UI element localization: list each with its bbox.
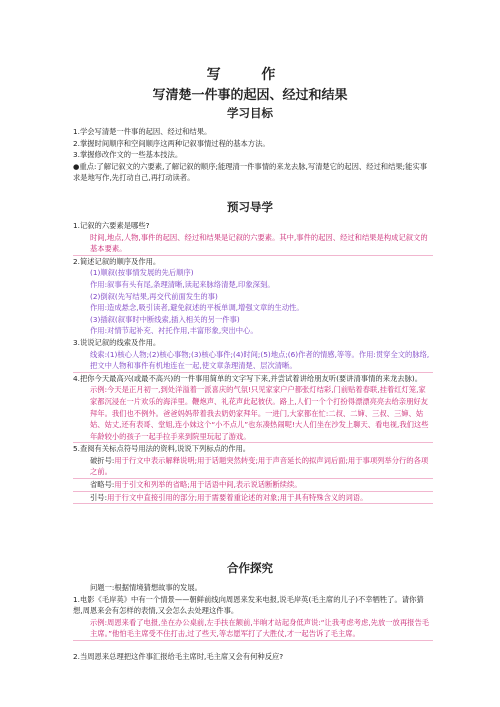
answer-1: 时间,地点,人物,事件的起因、经过和结果是记叙的六要素。其中,事件的起因、经过和结果是构成记叙文的基本要素。: [73, 232, 433, 256]
answer-2-line: (2)倒叙(先写结果,再交代前面发生的事): [90, 291, 218, 301]
goal-item: 1.学会写清楚一件事的起因、经过和结果。: [73, 127, 212, 136]
answer-2-line: 作用:对情节起补充、衬托作用,丰富形象,突出中心。: [90, 326, 258, 336]
subject-heading: 写 作: [206, 67, 294, 83]
answer-3: 线索:(1)核心人物;(2)核心事物;(3)核心事件;(4)时间;(5)地点;(6)作者的情感,等等。作用:贯穿全文的脉络,把文中人物和事件有机地连在一起,使文章条理清楚、层次清晰。: [73, 349, 433, 373]
preview-content: [73, 220, 433, 504]
question-1: 1.记叙的六要素是哪些?: [73, 221, 150, 230]
question-3: 3.说说记叙的线索及作用。: [73, 337, 161, 347]
question-2: 2.简述记叙的顺序及作用。: [73, 256, 161, 266]
goal-item: 3.掌握修改作文的一些基本技法。: [73, 150, 183, 160]
explore-question-2: 2.当周恩来总理把这件事汇报给毛主席时,毛主席又会有何种反应?: [73, 651, 284, 661]
explore-content: [73, 582, 433, 663]
explore-answer-1: 示例:周恩来看了电报,坐在办公桌前,左手扶在额前,半晌才站起身低声说:“让我考虑考虑,先放一放再报告毛主席。”他怕毛主席受不住打击,过了些天,等志愿军打了大胜仗,才一起告诉了毛主席。: [73, 617, 433, 641]
lesson-title: 写清楚一件事的起因、经过和结果: [152, 88, 348, 103]
quote-usage: 用于行文中直接引用的部分;用于需要着重论述的对象;用于具有特殊含义的词语。: [107, 492, 368, 502]
answer-2-line: 作用:叙事有头有尾,条理清晰,读起来脉络清楚,印象深刻。: [90, 279, 275, 289]
dash-usage: 用于行文中表示解释说明;用于话题突然转变;用于声音延长的拟声词后面;用于事项列举分行的各项之前。: [90, 455, 429, 477]
goals-list: [73, 126, 433, 184]
explore-question-1: 1.电影《毛岸英》中有一个情景——朝鲜前线向周恩来发来电报,说毛岸英(毛主席的儿子)不幸牺牲了。请你猜想,周恩来会有怎样的表情,又会怎么去处理这件事。: [73, 594, 424, 616]
question-5: 5.查阅有关标点符号用法的资料,说说下列标点的作用。: [73, 444, 251, 454]
problem-one: 问题一:根据情境猜想故事的发展。: [90, 583, 202, 592]
explore-heading: 合作探究: [227, 561, 273, 575]
answer-2-line: 作用:造成悬念,吸引读者,避免叙述的平板单调,增强文章的生动性。: [90, 303, 304, 313]
question-4: 4.把你今天最高兴(或最不高兴)的一件事用简单的文字写下来,并尝试着讲给朋友听(要讲清事情的来龙去脉)。: [73, 373, 423, 383]
ellipsis-usage: 用于引文和列举的省略;用于话语中间,表示说话断断续续。: [114, 480, 302, 490]
answer-4: 示例:今天是正月初一,到处洋溢着一派喜庆的气氛!只见家家户户都张灯结彩,门前贴着春联,挂着红灯笼,家家都沉浸在一片欢乐的海洋里。鞭炮声、礼花声此起彼伏。路上,人们一个个打扮得漂漂亮亮去给亲朋好友拜年。我们也不例外。爸爸妈妈带着我去奶奶家拜年。一进门,大家都在忙:二叔、二婶、三叔、三婶、姑姑、姑丈,还有表哥、堂姐,连小妹这个“小不点儿”也东凑热闹呢!大人们坐在沙发上聊天、看电视,我们这些年龄较小的孩子一起手拉手来到院里玩起了游戏。: [73, 384, 433, 443]
dash-label: 破折号:: [90, 455, 115, 465]
goals-heading: 学习目标: [227, 106, 273, 120]
ellipsis-label: 省略号:: [90, 480, 115, 490]
goal-item: 2.掌握时间顺序和空间顺序这两种记叙事情过程的基本方法。: [73, 138, 270, 148]
goal-focus: ●重点:了解记叙文的六要素,了解记叙的顺序;能理清一件事情的来龙去脉,写清楚它的起因、经过和结果;能实事求是地写作,先打动自己,再打动读者。: [73, 161, 428, 183]
preview-heading: 预习导学: [227, 200, 273, 214]
answer-2-line: (1)顺叙(按事情发展的先后顺序): [90, 268, 194, 278]
quote-label: 引号:: [90, 492, 108, 502]
answer-2-line: (3)插叙(叙事时中断线索,插入相关的另一件事): [90, 314, 240, 324]
